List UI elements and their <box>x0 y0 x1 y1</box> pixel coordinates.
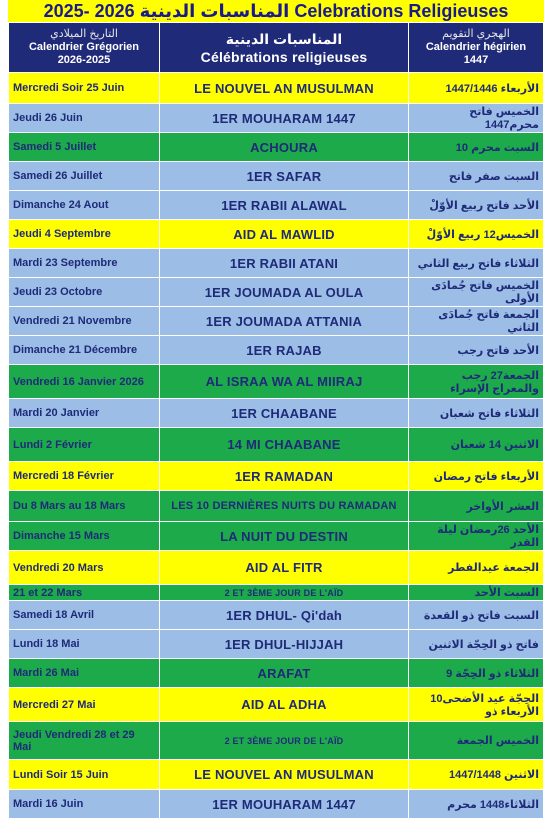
gregorian-date: Jeudi Vendredi 28 et 29 Mai <box>9 722 160 760</box>
event-name: AL ISRAA WA AL MIIRAJ <box>160 365 409 399</box>
gregorian-date: Vendredi 21 Novembre <box>9 307 160 336</box>
table-header <box>9 23 544 73</box>
hijri-date: الثلاثاء فاتح ربيع الثاني <box>409 249 544 278</box>
table-row <box>9 522 544 551</box>
event-name: LE NOUVEL AN MUSULMAN <box>160 760 409 790</box>
gregorian-date: Samedi 18 Avril <box>9 601 160 630</box>
table-row <box>9 399 544 428</box>
hijri-date: الاثنين 1447/1448 <box>409 760 544 790</box>
event-name: 1ER DHUL- Qi'dah <box>160 601 409 630</box>
gregorian-date: Dimanche 15 Mars <box>9 522 160 551</box>
table-row <box>9 760 544 790</box>
event-name: LA NUIT DU DESTIN <box>160 522 409 551</box>
event-name: 2 ET 3ÈME JOUR DE L'AÏD <box>160 722 409 760</box>
table-row <box>9 659 544 688</box>
gregorian-date: Mardi 20 Janvier <box>9 399 160 428</box>
event-name: 14 MI CHAABANE <box>160 428 409 462</box>
event-name: ARAFAT <box>160 659 409 688</box>
header-events-fr: Célébrations religieuses <box>200 48 368 65</box>
celebrations-table <box>8 22 544 819</box>
gregorian-date: Jeudi 23 Octobre <box>9 278 160 307</box>
header-events-ar: المناسبات الدينية <box>225 30 343 47</box>
hijri-date: الحِجّة عيد الأضحى10 الأربعاء ذو <box>409 688 544 722</box>
header-gregorian <box>9 23 160 73</box>
table-row <box>9 462 544 491</box>
table-row <box>9 278 544 307</box>
table-row <box>9 365 544 399</box>
table-row <box>9 220 544 249</box>
table-row <box>9 491 544 522</box>
hijri-date: الجمعة فاتح جُمادَى الثاني <box>409 307 544 336</box>
event-name: 1ER DHUL-HIJJAH <box>160 630 409 659</box>
hijri-date: الخميس12 ربيع الأوّلْ <box>409 220 544 249</box>
gregorian-date: Mercredi 27 Mai <box>9 688 160 722</box>
gregorian-date: Mercredi Soir 25 Juin <box>9 73 160 104</box>
gregorian-date: Mardi 16 Juin <box>9 790 160 819</box>
header-events <box>160 23 409 73</box>
table-row <box>9 722 544 760</box>
gregorian-date: Dimanche 24 Aout <box>9 191 160 220</box>
event-name: 1ER MOUHARAM 1447 <box>160 790 409 819</box>
event-name: 1ER RAJAB <box>160 336 409 365</box>
gregorian-date: Lundi 2 Février <box>9 428 160 462</box>
table-row <box>9 688 544 722</box>
hijri-date: الخميس فاتح جُمادَى الأولى <box>409 278 544 307</box>
event-name: 1ER JOUMADA AL OULA <box>160 278 409 307</box>
event-name: AID AL MAWLID <box>160 220 409 249</box>
table-row <box>9 790 544 819</box>
table-row <box>9 133 544 162</box>
header-hijri-ar: الهجري التقويم <box>442 28 510 40</box>
hijri-date: الثلاثاء1448 محرم <box>409 790 544 819</box>
hijri-date: فاتح ذو الحِجّة الاثنين <box>409 630 544 659</box>
hijri-date: السبت فاتح ذو القعدة <box>409 601 544 630</box>
gregorian-date: Lundi 18 Mai <box>9 630 160 659</box>
gregorian-date: 21 et 22 Mars <box>9 585 160 601</box>
event-name: 1ER RAMADAN <box>160 462 409 491</box>
event-name: AID AL ADHA <box>160 688 409 722</box>
page-title: 2025- 2026 المناسبات الدينية Celebrations Religieuses <box>8 0 544 22</box>
hijri-date: الخميس الجمعة <box>409 722 544 760</box>
table-row <box>9 336 544 365</box>
table-row <box>9 162 544 191</box>
table-row <box>9 630 544 659</box>
event-name: LES 10 DERNIÈRES NUITS DU RAMADAN <box>160 491 409 522</box>
hijri-date: السبت محرم 10 <box>409 133 544 162</box>
gregorian-date: Vendredi 16 Janvier 2026 <box>9 365 160 399</box>
hijri-date: الأحد فاتح ربيع الأوّلْ <box>409 191 544 220</box>
hijri-date: السبت صفر فاتح <box>409 162 544 191</box>
hijri-date: العشر الأواخر <box>409 491 544 522</box>
hijri-date: الأربعاء 1447/1446 <box>409 73 544 104</box>
table-row <box>9 585 544 601</box>
header-gregorian-fr: Calendrier Grégorien <box>28 41 140 53</box>
event-name: 2 ET 3ÈME JOUR DE L'AÏD <box>160 585 409 601</box>
table-row <box>9 191 544 220</box>
table-row <box>9 428 544 462</box>
gregorian-date: Samedi 5 Juillet <box>9 133 160 162</box>
hijri-date: السبت الأحد <box>409 585 544 601</box>
event-name: AID AL FITR <box>160 551 409 585</box>
table-row <box>9 104 544 133</box>
hijri-date: الجمعة عيدالفطر <box>409 551 544 585</box>
event-name: 1ER RABII ALAWAL <box>160 191 409 220</box>
hijri-date: الاثنين 14 شعبان <box>409 428 544 462</box>
hijri-date: الأربعاء فاتح رمضان <box>409 462 544 491</box>
table-row <box>9 551 544 585</box>
gregorian-date: Dimanche 21 Décembre <box>9 336 160 365</box>
hijri-date: الثلاثاء فاتح شعبان <box>409 399 544 428</box>
hijri-date: الأحد 26رمضان ليلة القدر <box>409 522 544 551</box>
event-name: 1ER RABII ATANI <box>160 249 409 278</box>
hijri-date: الخميس فاتح محرم1447 <box>409 104 544 133</box>
gregorian-date: Mercredi 18 Février <box>9 462 160 491</box>
table-row <box>9 249 544 278</box>
hijri-date: الثلاثاء ذو الحِجّة 9 <box>409 659 544 688</box>
event-name: 1ER MOUHARAM 1447 <box>160 104 409 133</box>
event-name: 1ER SAFAR <box>160 162 409 191</box>
gregorian-date: Du 8 Mars au 18 Mars <box>9 491 160 522</box>
table-row <box>9 307 544 336</box>
event-name: 1ER CHAABANE <box>160 399 409 428</box>
gregorian-date: Mardi 26 Mai <box>9 659 160 688</box>
event-name: 1ER JOUMADA ATTANIA <box>160 307 409 336</box>
gregorian-date: Jeudi 26 Juin <box>9 104 160 133</box>
event-name: LE NOUVEL AN MUSULMAN <box>160 73 409 104</box>
header-gregorian-ar: التاريخ الميلادي <box>50 28 118 40</box>
hijri-date: الأحد فاتح رجب <box>409 336 544 365</box>
gregorian-date: Mardi 23 Septembre <box>9 249 160 278</box>
table-row <box>9 73 544 104</box>
header-hijri <box>409 23 544 73</box>
header-hijri-fr: Calendrier hégirien <box>425 41 527 53</box>
header-hijri-year: 1447 <box>463 54 489 66</box>
event-name: ACHOURA <box>160 133 409 162</box>
gregorian-date: Lundi Soir 15 Juin <box>9 760 160 790</box>
table-row <box>9 601 544 630</box>
gregorian-date: Jeudi 4 Septembre <box>9 220 160 249</box>
hijri-date: الجمعة27 رجب والمعراج الإسراء <box>409 365 544 399</box>
gregorian-date: Samedi 26 Juillet <box>9 162 160 191</box>
header-gregorian-years: 2026-2025 <box>57 54 111 66</box>
gregorian-date: Vendredi 20 Mars <box>9 551 160 585</box>
